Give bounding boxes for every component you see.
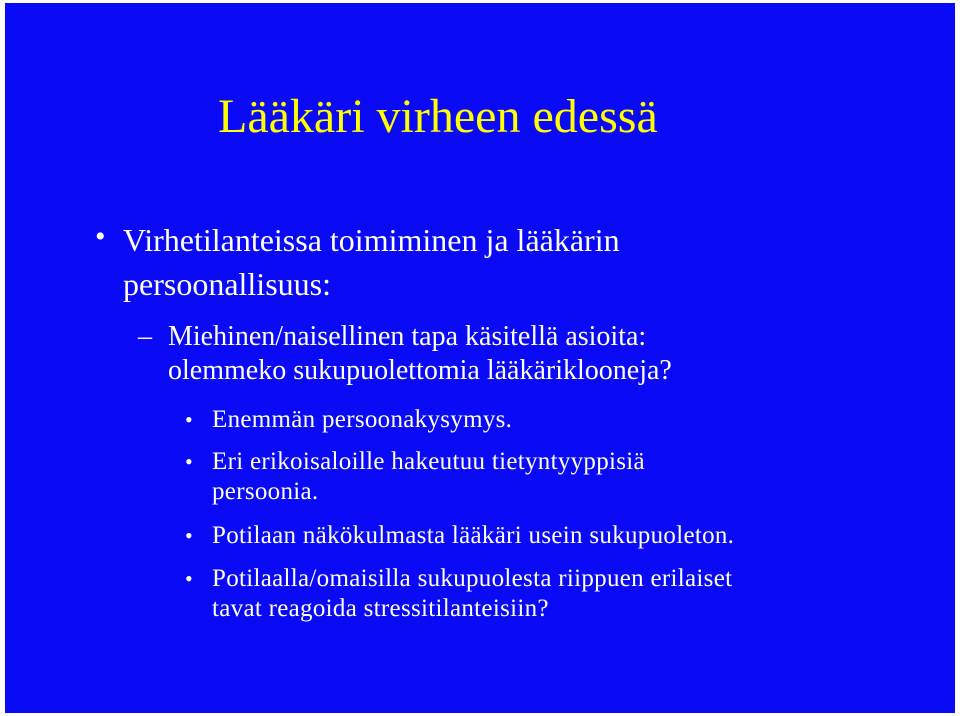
bullet-marker: • <box>185 523 193 548</box>
bullet-marker: • <box>185 566 193 591</box>
sub-bullet-line: Miehinen/naisellinen tapa käsitellä asioita: <box>168 321 647 352</box>
bullet-line: Virhetilanteissa toimiminen ja lääkärin <box>123 222 620 258</box>
bullet-marker: • <box>95 220 106 253</box>
bullet-marker: • <box>185 449 193 474</box>
nested-bullet-line: Potilaalla/omaisilla sukupuolesta riippuen erilaiset <box>212 565 733 592</box>
bullet-line: persoonallisuus: <box>123 266 331 302</box>
sub-bullet-text <box>168 320 868 388</box>
nested-bullet-line: tavat reagoida stressitilanteisiin? <box>212 595 549 622</box>
nested-bullet-text <box>212 447 902 507</box>
nested-bullet-line: persoonia. <box>212 478 319 505</box>
slide-title: Lääkäri virheen edessä <box>218 90 658 143</box>
nested-bullet-line: Eri erikoisaloille hakeutuu tietyntyyppisiä <box>212 448 645 475</box>
nested-bullet-text <box>212 564 902 624</box>
sub-bullet-line: olemmeko sukupuolettomia lääkäriklooneja? <box>168 355 672 386</box>
nested-bullet-text <box>212 521 902 551</box>
bullet-text <box>123 218 843 306</box>
nested-bullet-line: Potilaan näkökulmasta lääkäri usein sukupuoleton. <box>212 522 735 549</box>
nested-bullet-text <box>212 405 902 435</box>
dash-marker: – <box>138 321 152 352</box>
slide <box>5 3 955 713</box>
nested-bullet-line: Enemmän persoonakysymys. <box>212 406 513 433</box>
bullet-marker: • <box>185 407 193 432</box>
